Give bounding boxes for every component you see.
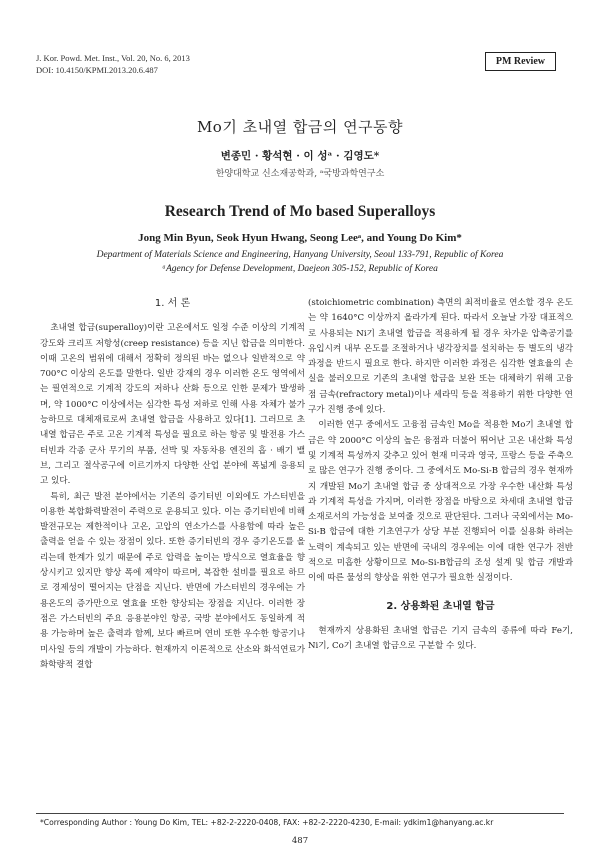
affiliation-english-2: ᵃAgency for Defense Development, Daejeon 305-152, Republic of Korea xyxy=(162,264,438,274)
journal-citation: J. Kor. Powd. Met. Inst., Vol. 20, No. 6, 2013 xyxy=(36,53,190,63)
section-2-heading: 2. 상용화된 초내열 합금 xyxy=(386,600,495,612)
paragraph: 초내열 합금(superalloy)이란 고온에서도 일정 수준 이상의 기계적 강도와 크리프 저항성(creep resistance) 등을 지닌 합금을 의미한다. 이때 고온의 범위에 대해서 정확히 정의된 바는 없으나 일반적으로 약 700°C 이상의 온도를 말한다. 일반 강재의 경우 이러한 온도 영역에서는 필연적으로 기계적 강도의 저하나 산화 등으로 인한 문제가 발생하며, 약 1000°C 이상에서는 심각한 특성 저하로 인해 사용 자체가 불가능하므로 대체재료로써 초내열 합금을 사용하고 있다[1]. 그러므로 초내열 합금은 주로 고온 기계적 특성을 필요로 하는 항공 및 발전용 가스터빈과 각종 군사 무기의 부품, 선박 및 자동차용 엔진의 흡 · 배기 밸브, 그리고 절삭공구에 이르기까지 다양한 산업 분야에 폭넓게 응용되고 있다. xyxy=(40,323,305,487)
title-korean: Mo기 초내열 합금의 연구동향 xyxy=(196,118,404,136)
left-column xyxy=(40,296,305,673)
authors-english: Jong Min Byun, Seok Hyun Hwang, Seong Leeᵃ, and Young Do Kim* xyxy=(138,232,462,244)
paragraph: 이러한 연구 중에서도 고융점 금속인 Mo을 적용한 Mo기 초내열 합금은 약 2000°C 이상의 높은 융점과 더불어 뛰어난 고온 내산화 특성 및 기계적 특성까지 갖추고 있어 현재 미국과 영국, 프랑스 등을 주축으로 많은 연구가 진행 중이다. 그 중에서도 Mo-Si-B 합금의 경우 현재까지 개발된 Mo기 초내열 합금 중 상대적으로 가장 우수한 내산화 특성과 기계적 특성을 가지며, 이러한 장점을 바탕으로 차세대 초내열 합금 소재로서의 가능성을 보여줄 것으로 판단된다. 그러나 국외에서는 Mo-Si-B 합금에 대한 기초연구가 상당 부분 진행되어 이를 실용화 하려는 노력이 계속되고 있는 반면에 국내의 경우에는 이에 대한 연구가 전반적으로 미흡한 상황이므로 Mo-Si-B합금의 조성 설계 및 합금 개발과 이에 따른 물성의 향상을 위한 연구가 필요한 실정이다. xyxy=(308,420,573,584)
doi: DOI: 10.4150/KPMI.2013.20.6.487 xyxy=(36,65,158,75)
journal-info xyxy=(36,52,190,76)
affiliation-english-1: Department of Materials Science and Engineering, Hanyang University, Seoul 133-791, Republic of Korea xyxy=(96,250,504,260)
section-1-heading: 1. 서 론 xyxy=(154,298,191,309)
right-column xyxy=(308,296,573,655)
review-badge: PM Review xyxy=(485,52,556,71)
title-english: Research Trend of Mo based Superalloys xyxy=(164,203,436,220)
footnote-divider xyxy=(36,813,564,814)
page-number: 487 xyxy=(291,836,309,846)
affiliation-korean: 한양대학교 신소재공학과, ᵃ국방과학연구소 xyxy=(215,169,385,179)
paragraph: (stoichiometric combination) 측면의 최적비율로 연소할 경우 온도는 약 1640°C 이상까지 올라가게 된다. 따라서 오늘날 가장 대표적으로 사용되는 Ni기 초내열 합금을 적용하게 될 경우 차가운 압축공기를 유입시켜 내부 온도를 조절하거나 냉각장치를 설치하는 등 별도의 냉각과정을 반드시 필요로 한다. 하지만 이러한 과정은 심각한 열효율의 손실을 불러오므로 기존의 초내열 합금을 보완 또는 대체하기 위해 고융점 금속(refractory metal)이나 세라믹 등을 적용하기 위한 다양한 연구가 진행 중에 있다. xyxy=(308,298,573,416)
corresponding-author-footnote: *Corresponding Author : Young Do Kim, TEL: +82-2-2220-0408, FAX: +82-2-2220-4230, E-mail: ydkim1@hanyang.ac.kr xyxy=(40,818,494,827)
authors-korean: 변종민 · 황석현 · 이 성ᵃ · 김영도* xyxy=(220,150,380,162)
paragraph: 현재까지 상용화된 초내열 합금은 기지 금속의 종류에 따라 Fe기, Ni기, Co기 초내열 합금으로 구분할 수 있다. xyxy=(308,625,573,652)
paragraph: 특히, 최근 발전 분야에서는 기존의 증기터빈 이외에도 가스터빈을 이용한 복합화력발전이 주력으로 운용되고 있다. 이는 증기터빈에 비해 발전규모는 제한적이나 고온, 고압의 연소가스를 사용함에 따라 높은 출력을 얻을 수 있는 장점이 있다. 또한 증기터빈의 경우 증기온도를 올리는데 한계가 있기 때문에 주로 압력을 높이는 방식으로 열효율을 향상시키고 있지만 향상 폭에 제약이 따르며, 복잡한 설비를 필요로 하므로 경제성이 떨어지는 단점을 지닌다. 반면에 가스터빈의 경우에는 가용온도의 증가만으로 열효율 또한 향상되는 장점을 지닌다. 이러한 장점은 가스터빈의 주요 응용분야인 항공, 국방 분야에서도 동일하게 적용 가능하며 높은 출력과 함께, 보다 빠르며 연비 또한 우수한 항공기나 미사일 등의 개발이 가능하다. 현재까지 이론적으로 산소와 화석연료가 화학량적 결합 xyxy=(40,491,305,670)
